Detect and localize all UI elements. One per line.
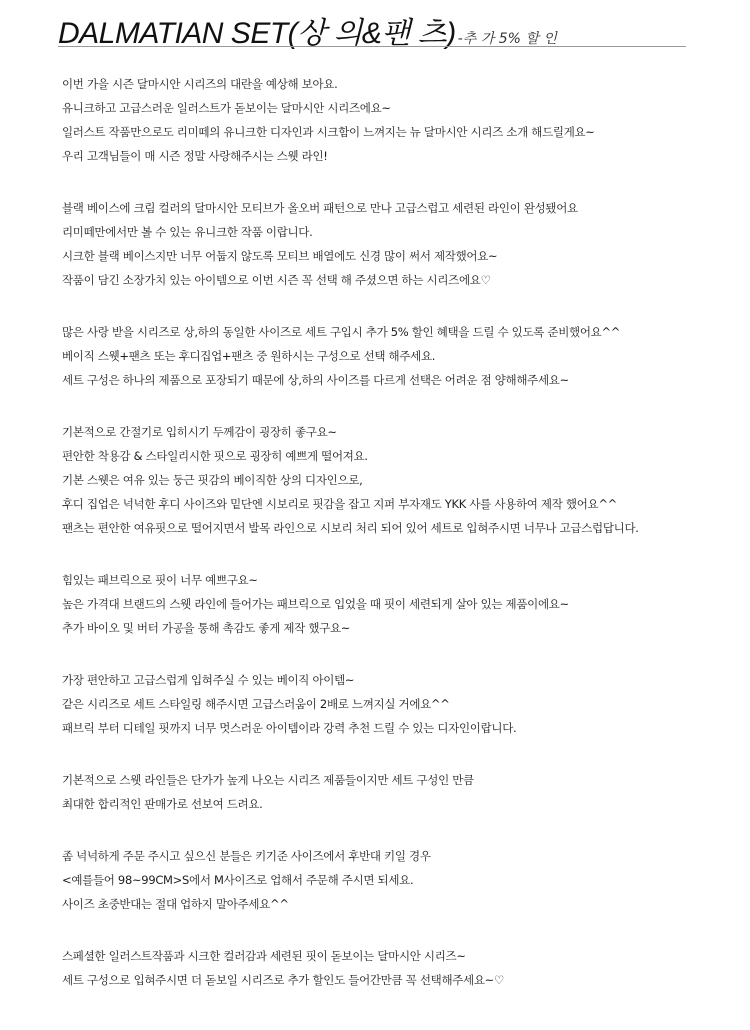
text-line: 많은 사랑 받을 시리즈로 상,하의 동일한 사이즈로 세트 구입시 추가 5% 할인 혜택을 드릴 수 있도록 준비했어요^^ xyxy=(62,325,621,339)
text-line: 최대한 합리적인 판매가로 선보여 드려요. xyxy=(62,797,263,811)
text-line: 좀 넉넉하게 주문 주시고 싶으신 분들은 키기준 사이즈에서 후반대 키일 경우 xyxy=(62,849,431,863)
text-line: 시크한 블랙 베이스지만 너무 어둡지 않도록 모티브 배열에도 신경 많이 써서 제작했어요~ xyxy=(62,249,498,263)
text-line: 리미떼만에서만 볼 수 있는 유니크한 작품 이랍니다. xyxy=(62,225,313,239)
text-line: 기본적으로 간절기로 입히시기 두께감이 굉장히 좋구요~ xyxy=(62,425,337,439)
text-line: 베이직 스웻+팬츠 또는 후디집업+팬츠 중 원하시는 구성으로 선택 해주세요. xyxy=(62,349,436,363)
description-body xyxy=(62,72,742,1020)
paragraph-fit xyxy=(62,420,742,540)
text-line: 힘있는 패브릭으로 핏이 너무 예쁘구요~ xyxy=(62,573,258,587)
text-line: 패브릭 부터 디테일 핏까지 너무 멋스러운 아이템이라 강력 추천 드릴 수 있는 디자인이랍니다. xyxy=(62,721,517,735)
paragraph-set-discount xyxy=(62,320,742,392)
text-line: 추가 바이오 및 버터 가공을 통해 촉감도 좋게 제작 했구요~ xyxy=(62,621,351,635)
text-line: 세트 구성은 하나의 제품으로 포장되기 때문에 상,하의 사이즈를 다르게 선택은 어려운 점 양해해주세요~ xyxy=(62,373,569,387)
paragraph-fabric xyxy=(62,568,742,640)
title-divider xyxy=(58,46,686,47)
text-line: 우리 고객님들이 매 시즌 정말 사랑해주시는 스웻 라인! xyxy=(62,149,328,163)
text-line: 후디 집업은 넉넉한 후디 사이즈와 밑단엔 시보리로 핏감을 잡고 지퍼 부자재도 YKK 사를 사용하여 제작 했어요^^ xyxy=(62,497,617,511)
text-line: 편안한 착용감 & 스타일리시한 핏으로 굉장히 예쁘게 떨어져요. xyxy=(62,449,368,463)
text-line: <예를들어 98~99CM>S에서 M사이즈로 업해서 주문해 주시면 되세요. xyxy=(62,873,414,887)
text-line: 블랙 베이스에 크림 컬러의 달마시안 모티브가 올오버 패턴으로 만나 고급스럽고 세련된 라인이 완성됐어요 xyxy=(62,201,578,215)
paragraph-design xyxy=(62,196,742,292)
text-line: 기본 스웻은 여유 있는 둥근 핏감의 베이직한 상의 디자인으로, xyxy=(62,473,363,487)
paragraph-styling xyxy=(62,668,742,740)
discount-subtitle: -추 가 5% 할 인 xyxy=(457,31,557,47)
text-line: 사이즈 초중반대는 절대 업하지 말아주세요^^ xyxy=(62,897,289,911)
text-line: 팬츠는 편안한 여유핏으로 떨어지면서 발목 라인으로 시보리 처리 되어 있어 세트로 입혀주시면 너무나 고급스럽답니다. xyxy=(62,521,639,535)
text-line: 작품이 담긴 소장가치 있는 아이템으로 이번 시즌 꼭 선택 해 주셨으면 하는 시리즈에요♡ xyxy=(62,273,491,287)
text-line: 스페셜한 일러스트작품과 시크한 컬러감과 세련된 핏이 돋보이는 달마시안 시리즈~ xyxy=(62,949,466,963)
page-header xyxy=(58,8,688,48)
paragraph-intro xyxy=(62,72,742,168)
page-title: DALMATIAN SET(상 의&팬 츠) xyxy=(58,17,456,50)
text-line: 같은 시리즈로 세트 스타일링 해주시면 고급스러움이 2배로 느껴지실 거에요^^ xyxy=(62,697,450,711)
text-line: 일러스트 작품만으로도 리미떼의 유니크한 디자인과 시크함이 느껴지는 뉴 달마시안 시리즈 소개 해드릴게요~ xyxy=(62,125,595,139)
text-line: 세트 구성으로 입혀주시면 더 돋보일 시리즈로 추가 할인도 들어간만큼 꼭 선택해주세요~♡ xyxy=(62,973,505,987)
paragraph-sizing xyxy=(62,844,742,916)
text-line: 높은 가격대 브랜드의 스웻 라인에 들어가는 패브릭으로 입었을 때 핏이 세련되게 살아 있는 제품이에요~ xyxy=(62,597,569,611)
paragraph-closing xyxy=(62,944,742,992)
text-line: 기본적으로 스웻 라인들은 단가가 높게 나오는 시리즈 제품들이지만 세트 구성인 만큼 xyxy=(62,773,474,787)
paragraph-price xyxy=(62,768,742,816)
text-line: 가장 편안하고 고급스럽게 입혀주실 수 있는 베이직 아이템~ xyxy=(62,673,355,687)
text-line: 이번 가을 시즌 달마시안 시리즈의 대란을 예상해 보아요. xyxy=(62,77,338,91)
text-line: 유니크하고 고급스러운 일러스트가 돋보이는 달마시안 시리즈에요~ xyxy=(62,101,391,115)
